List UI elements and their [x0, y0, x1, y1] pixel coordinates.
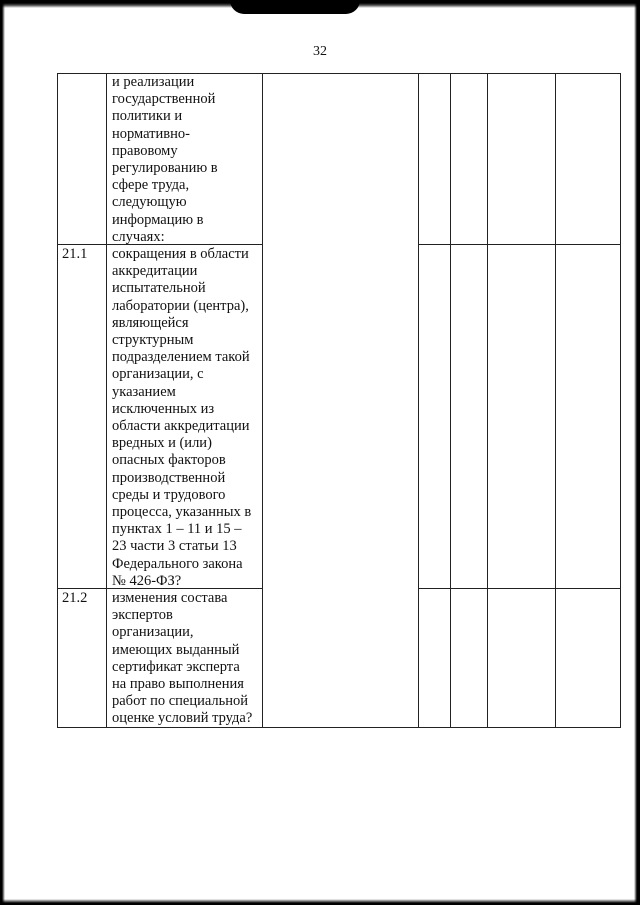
column-divider: [106, 73, 107, 728]
column-divider: [487, 73, 488, 728]
table-border-left: [57, 73, 58, 728]
row-number: 21.2: [62, 590, 88, 606]
requirement-text: изменения состава экспертов организации, имеющих выданный сертификат эксперта на право выполнения работ по специальной оценке условий труда?: [112, 590, 253, 727]
row-divider: [418, 244, 621, 245]
column-divider: [418, 73, 419, 728]
column-divider: [450, 73, 451, 728]
row-number: 21.1: [62, 246, 88, 262]
requirement-text: сокращения в области аккредитации испытательной лаборатории (центра), являющейся структурным подразделением такой организации, с указанием исключенных из области аккредитации вредных и (или) опасных факторов производственной среды и трудового процесса, указанных в пунктах 1 – 11 и 15 – 23 части 3 статьи 13 Федерального закона № 426-ФЗ?: [112, 246, 252, 589]
row-divider: [418, 588, 621, 589]
table-border-right: [620, 73, 621, 728]
page-number: 32: [313, 44, 327, 59]
column-divider: [555, 73, 556, 728]
column-divider: [262, 73, 263, 728]
requirement-text: и реализации государственной политики и нормативно- правовому регулированию в сфере труда, следующую информацию в случаях:: [112, 74, 218, 245]
